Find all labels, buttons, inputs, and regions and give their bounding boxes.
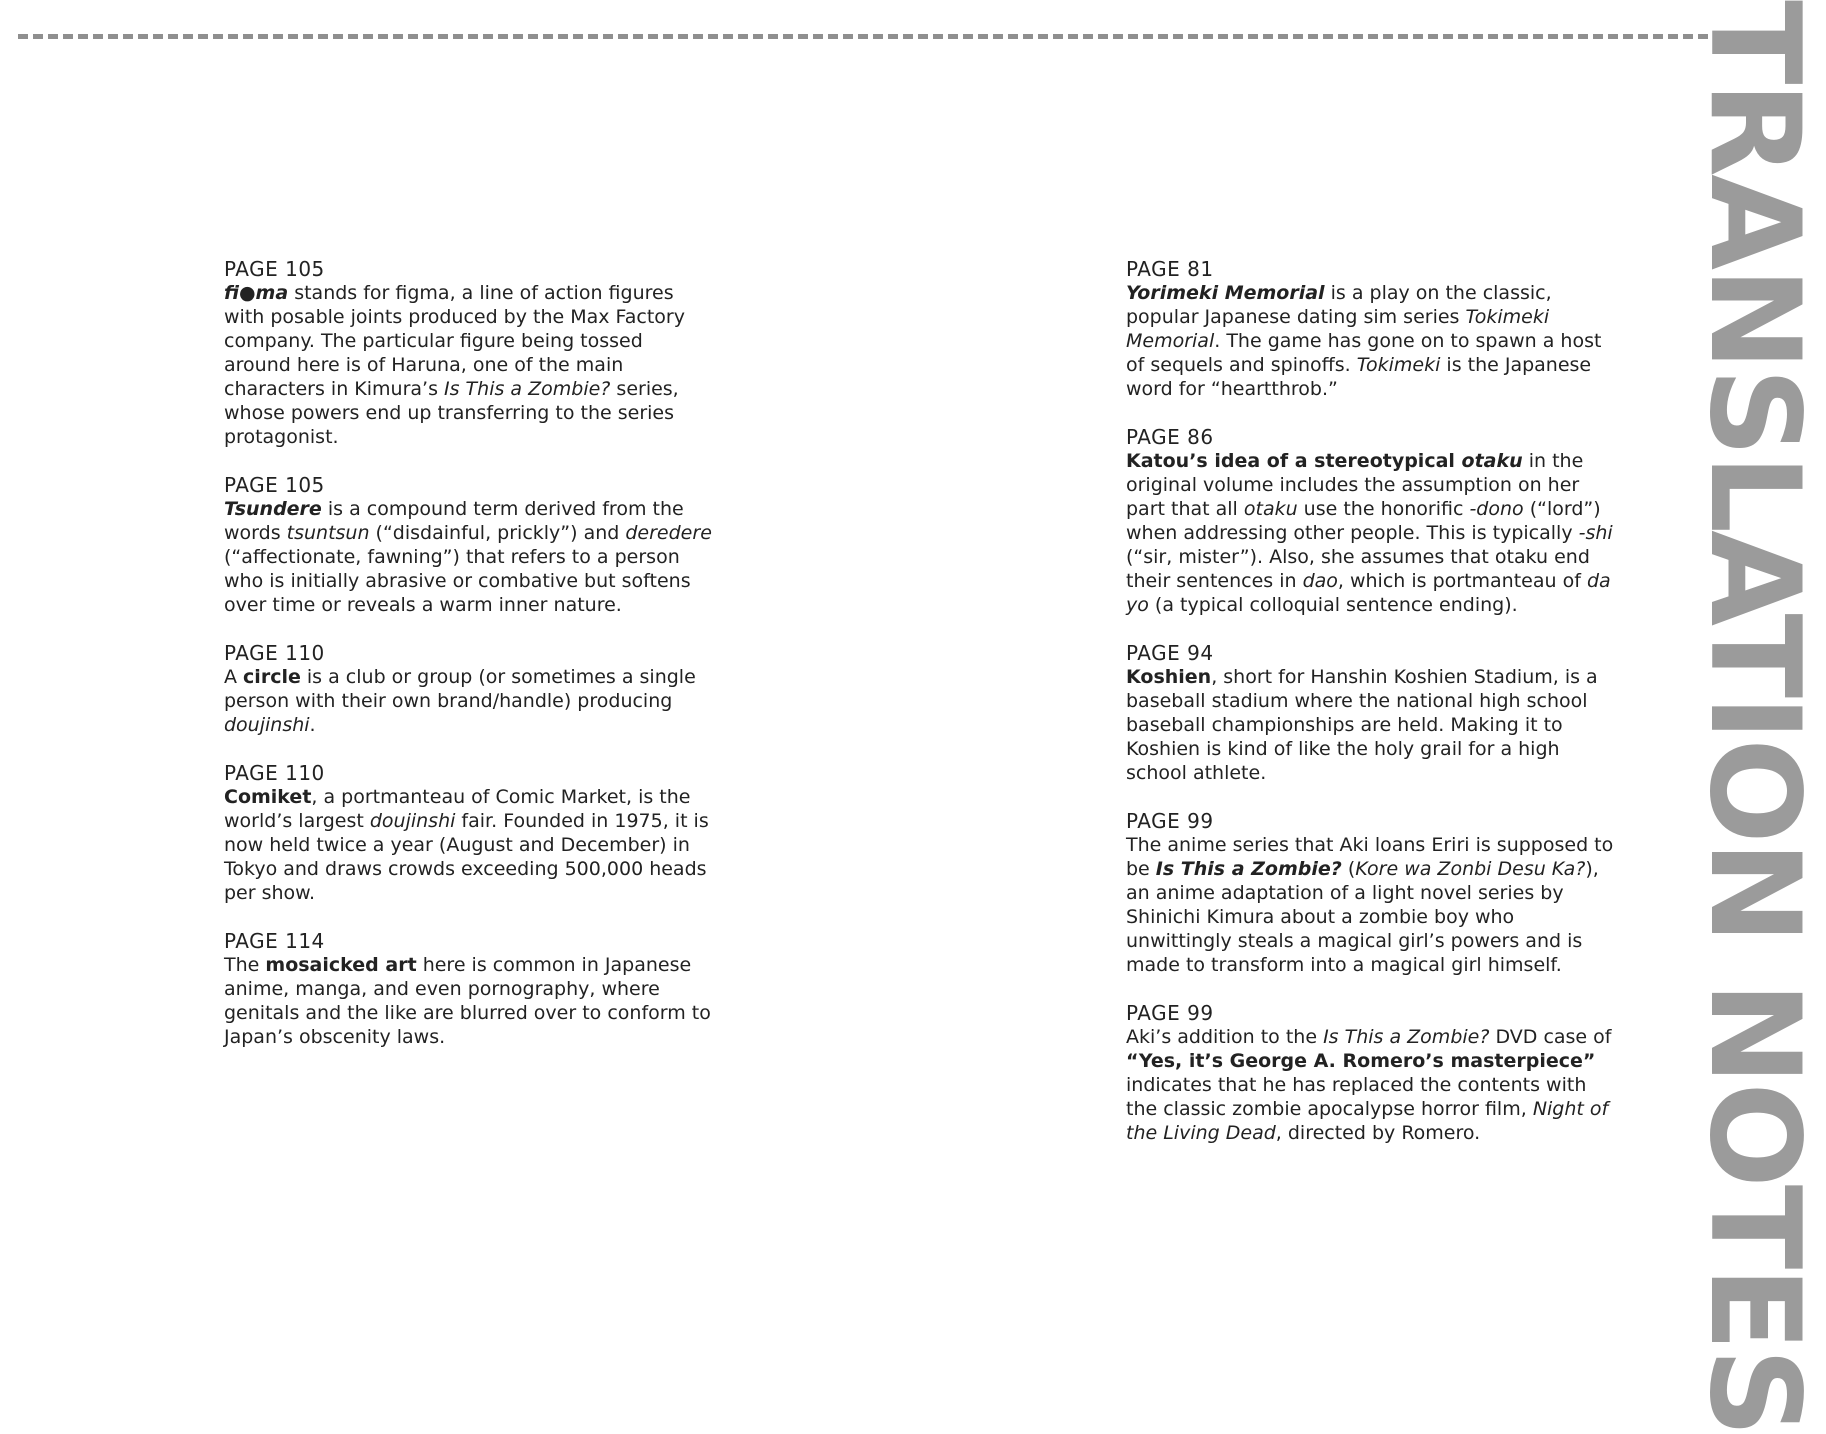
note-text: DVD case of [1489,1026,1612,1048]
note-text: ), an anime adaptation of a light novel series by Shinichi Kimura about a zombie boy who unwittingly steals a magical girl’s powers and is made to transform into a magical girl himself. [1126,858,1599,976]
note-text: stands for figma, a line of action figures with posable joints produced by the Max Factory company. The particular figure being tossed around here is of Haruna, one of the main characters in Kimura’s [224,282,685,400]
note-text: Aki’s addition to the [1126,1026,1324,1048]
note-term-wrap [1462,450,1523,472]
note-text: , directed by Romero. [1275,1122,1481,1144]
dashed-rule [18,34,1708,39]
note-term: Comiket [224,786,312,808]
note-text: . [309,714,316,736]
section-title-vertical [1682,0,1826,1434]
note-text: (“disdainful, prickly”) and [369,522,626,544]
translation-note [1126,1001,1616,1145]
note-body [224,665,714,737]
note-term: tsuntsun [286,522,370,544]
note-page-label: PAGE 94 [1126,641,1214,665]
note-text: , which is portmanteau of [1337,570,1587,592]
translation-note [1126,809,1616,977]
translation-note [224,641,714,737]
note-term: circle [243,666,301,688]
note-page-label: PAGE 110 [224,641,325,665]
note-term: -dono [1469,498,1524,520]
translation-note [224,929,714,1049]
note-text: fair. Founded in 1975, it is now held twice a year (August and December) in Tokyo and draws crowds exceeding 500,000 heads per show. [224,810,709,904]
note-term-wrap [1156,858,1342,880]
note-page-label: PAGE 81 [1126,257,1214,281]
note-term: da yo [1126,570,1611,616]
note-body [224,497,714,617]
note-term: Is This a Zombie? [1323,1026,1490,1048]
note-text: indicates that he has replaced the contents with the classic zombie apocalypse horror film, [1126,1074,1587,1120]
note-term: Tokimeki [1356,354,1441,376]
note-term: Katou’s idea of a stereotypical [1126,450,1462,472]
note-text: (a typical colloquial sentence ending). [1148,594,1518,616]
note-text: is a play on the classic, popular Japanese dating sim series [1126,282,1552,328]
note-text: . The game has gone on to spawn a host of sequels and spinoffs. [1126,330,1602,376]
note-term: Tsundere [224,498,322,520]
translation-note [224,761,714,905]
note-page-label: PAGE 99 [1126,809,1214,833]
note-text: , short for Hanshin Koshien Stadium, is a baseball stadium where the national high school baseball championships are held. Making it to Koshien is kind of like the holy grail for a high school athlete. [1126,666,1598,784]
note-text: is a club or group (or sometimes a single person with their own brand/handle) producing [224,666,696,712]
note-text: The anime series that Aki loans Eriri is supposed to be [1126,834,1614,880]
note-term: Yorimeki Memorial [1126,282,1325,304]
note-term: Night of the Living Dead [1126,1098,1609,1144]
note-text: (“lord”) when addressing other people. This is typically [1126,498,1601,544]
note-term: Is This a Zombie? [444,378,611,400]
note-body [224,785,714,905]
translation-note [1126,257,1616,401]
notes-column-left [224,257,714,1073]
note-text: ( [1341,858,1356,880]
note-text: The [224,954,266,976]
note-page-label: PAGE 114 [224,929,325,953]
note-term: -shi [1578,522,1613,544]
note-term: doujinshi [224,714,310,736]
note-text: , a portmanteau of Comic Market, is the world’s largest [224,786,691,832]
note-term: fi●ma [224,282,289,304]
note-term: doujinshi [369,810,456,832]
note-page-label: PAGE 86 [1126,425,1214,449]
note-text: (“sir, mister”). Also, she assumes that otaku end their sentences in [1126,546,1590,592]
note-text: here is common in Japanese anime, manga, and even pornography, where genitals and the like are blurred over to conform to Japan’s obscenity laws. [224,954,711,1048]
note-text: series, whose powers end up transferring to the series protagonist. [224,378,679,448]
note-text: in the original volume includes the assumption on her part that all [1126,450,1584,520]
note-body [224,953,714,1049]
note-body [1126,833,1616,977]
note-body [1126,281,1616,401]
note-term: dao [1302,570,1338,592]
section-title: TRANSLATION NOTES [1682,0,1826,1434]
note-term: Tokimeki Memorial [1126,306,1550,352]
note-term: otaku [1461,450,1523,472]
note-text: use the honorific [1297,498,1470,520]
note-term: mosaicked art [265,954,417,976]
note-body [1126,449,1616,617]
translation-note [224,257,714,449]
note-term-wrap [224,498,322,520]
translation-note [224,473,714,617]
notes-column-right [1126,257,1616,1169]
note-page-label: PAGE 105 [224,473,325,497]
note-term: Is This a Zombie? [1155,858,1342,880]
note-term: deredere [625,522,712,544]
note-text: is a compound term derived from the words [224,498,684,544]
note-text: is the Japanese word for “heartthrob.” [1126,354,1592,400]
note-term: Koshien [1126,666,1212,688]
translation-note [1126,425,1616,617]
note-text: A [224,666,244,688]
note-page-label: PAGE 105 [224,257,325,281]
note-body [1126,1025,1616,1145]
note-page-label: PAGE 110 [224,761,325,785]
note-term-wrap [1126,282,1325,304]
note-page-label: PAGE 99 [1126,1001,1214,1025]
note-term-wrap [224,282,288,304]
note-body [224,281,714,449]
note-term: Kore wa Zonbi Desu Ka? [1355,858,1586,880]
note-term: “Yes, it’s George A. Romero’s masterpiece” [1126,1050,1596,1072]
note-text: (“affectionate, fawning”) that refers to a person who is initially abrasive or combative but softens over time or reveals a warm inner nature. [224,546,691,616]
note-body [1126,665,1616,785]
note-term: otaku [1243,498,1298,520]
translation-note [1126,641,1616,785]
